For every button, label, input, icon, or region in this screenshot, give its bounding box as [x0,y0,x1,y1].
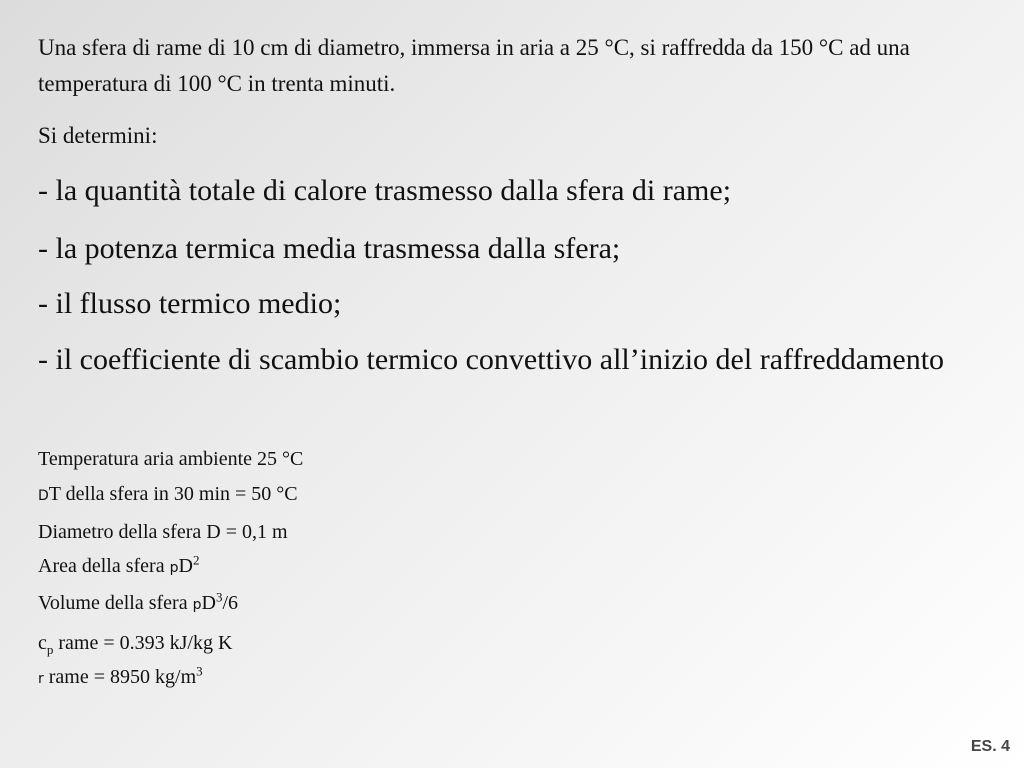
pi-symbol: p [192,597,202,613]
task-item: - la potenza termica media trasmessa dalla sfera; [38,232,621,265]
density-exponent: 3 [196,663,203,679]
task-item: - la quantità totale di calore trasmesso dalla sfera di rame; [38,174,732,207]
pi-symbol: p [169,560,179,576]
volume-label: Volume della sfera [38,592,193,614]
volume-divisor: /6 [222,592,238,614]
data-air-temperature: Temperatura aria ambiente 25 °C [38,448,304,470]
delta-text: T della sfera in 30 min = 50 °C [48,483,298,505]
task-heading: Si determini: [38,123,158,148]
data-specific-heat [38,630,232,656]
cp-symbol: c [38,632,47,654]
data-diameter: Diametro della sfera D = 0,1 m [38,521,288,543]
rho-symbol: r [38,671,44,687]
density-value: rame = 8950 kg/m [43,666,197,688]
data-area [38,553,199,581]
area-label: Area della sfera [38,555,170,577]
area-exponent: 2 [192,552,200,568]
task-item: - il coefficiente di scambio termico convettivo all’inizio del raffreddamento [38,343,945,376]
volume-variable: D [201,592,216,614]
data-volume [38,590,238,618]
exercise-number: ES. 4 [970,738,1010,755]
data-delta-temperature [38,481,298,509]
task-item: - il flusso termico medio; [38,287,342,320]
volume-exponent: 3 [215,589,223,605]
area-variable: D [178,555,193,577]
cp-value: rame = 0.393 kJ/kg K [53,632,233,654]
delta-symbol: D [38,488,49,504]
cp-subscript: p [46,642,54,657]
problem-statement: Una sfera di rame di 10 cm di diametro, immersa in aria a 25 °C, si raffredda da 150 °C ad una temperatura di 100 °C in trenta minuti. [38,35,910,96]
data-density [38,664,203,692]
